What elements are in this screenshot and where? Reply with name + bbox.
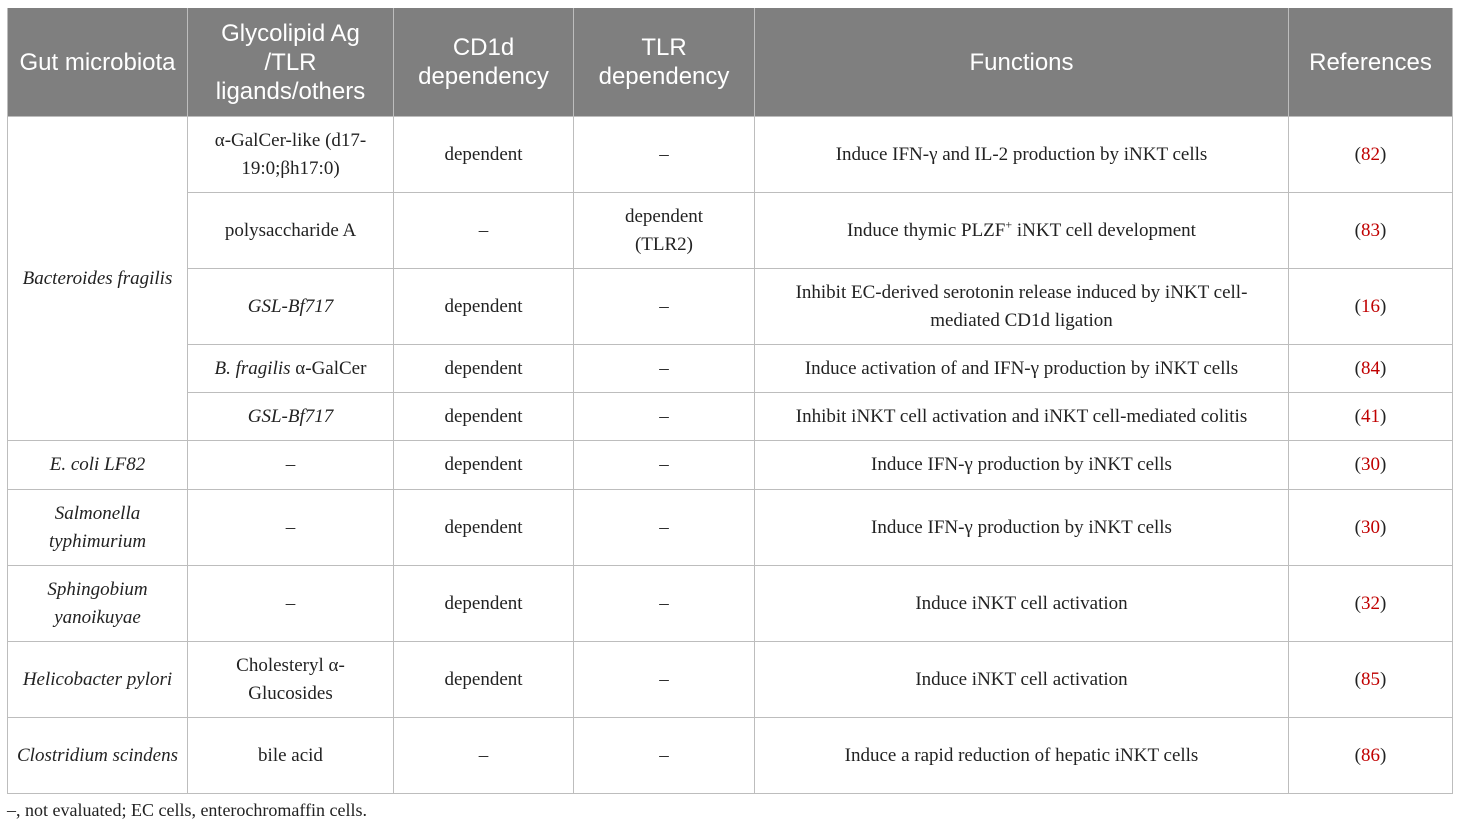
tlr-detail: (TLR2) [634,233,694,255]
function-cell: Induce activation of and IFN-γ production by iNKT cells [755,345,1289,393]
function-text: Induce thymic PLZF [847,219,1006,241]
ag-cell: GSL-Bf717 [188,393,394,441]
reference-cell: (83) [1289,193,1453,269]
table-row [8,490,1453,566]
table-row [8,193,1453,269]
table-row [8,117,1453,193]
tlr-cell [574,193,755,269]
header-tlr-dependency: TLR dependency [574,8,755,117]
reference-link[interactable]: 32 [1361,592,1380,614]
function-superscript: + [1005,217,1013,232]
reference-cell: (86) [1289,718,1453,794]
ag-cell: GSL-Bf717 [188,269,394,345]
reference-cell: (30) [1289,441,1453,490]
function-cell: Induce iNKT cell activation [755,642,1289,718]
ag-cell: Cholesteryl α-Glucosides [188,642,394,718]
reference-cell: (41) [1289,393,1453,441]
cd1d-cell: dependent [394,345,574,393]
microbiota-cell: Bacteroides fragilis [8,117,188,441]
reference-link[interactable]: 30 [1361,516,1380,538]
table-row [8,566,1453,642]
reference-cell: (85) [1289,642,1453,718]
cd1d-cell: – [394,193,574,269]
reference-link[interactable]: 86 [1361,744,1380,766]
function-text: iNKT cell development [1012,219,1196,241]
table-row [8,393,1453,441]
cd1d-cell: dependent [394,566,574,642]
function-cell: Induce IFN-γ production by iNKT cells [755,441,1289,490]
header-row [8,8,1453,117]
tlr-cell: – [574,490,755,566]
microbiota-cell: Sphingobium yanoikuyae [8,566,188,642]
tlr-cell: – [574,441,755,490]
function-cell: Induce iNKT cell activation [755,566,1289,642]
table-footnote: –, not evaluated; EC cells, enterochromaffin cells. [7,800,368,820]
ag-cell: – [188,566,394,642]
function-cell: Inhibit EC-derived serotonin release induced by iNKT cell-mediated CD1d ligation [755,269,1289,345]
cd1d-cell: dependent [394,642,574,718]
ag-name: α-GalCer [290,357,367,379]
header-cd1d-dependency: CD1d dependency [394,8,574,117]
cd1d-cell: dependent [394,441,574,490]
cd1d-cell: – [394,718,574,794]
ag-species: B. fragilis [214,357,291,379]
ag-cell: – [188,490,394,566]
cd1d-cell: dependent [394,117,574,193]
function-cell: Induce a rapid reduction of hepatic iNKT cells [755,718,1289,794]
function-cell [755,193,1289,269]
header-glycolipid-ag: Glycolipid Ag /TLR ligands/others [188,8,394,117]
table-row [8,345,1453,393]
reference-cell: (32) [1289,566,1453,642]
reference-link[interactable]: 30 [1361,454,1380,475]
reference-link[interactable]: 82 [1361,143,1380,165]
reference-cell: (84) [1289,345,1453,393]
ag-cell [188,345,394,393]
reference-link[interactable]: 83 [1361,219,1380,241]
table-row [8,441,1453,490]
reference-link[interactable]: 41 [1361,405,1380,427]
table-row [8,718,1453,794]
tlr-cell: – [574,642,755,718]
cd1d-cell: dependent [394,490,574,566]
function-cell: Induce IFN-γ and IL-2 production by iNKT cells [755,117,1289,193]
reference-link[interactable]: 16 [1361,295,1380,317]
microbiota-cell: E. coli LF82 [8,441,188,490]
tlr-value: dependent [624,205,704,227]
tlr-cell: – [574,566,755,642]
reference-cell: (16) [1289,269,1453,345]
ag-cell: bile acid [188,718,394,794]
table-row [8,642,1453,718]
reference-cell: (30) [1289,490,1453,566]
cd1d-cell: dependent [394,393,574,441]
tlr-cell: – [574,269,755,345]
tlr-cell: – [574,117,755,193]
header-references: References [1289,8,1453,117]
reference-link[interactable]: 85 [1361,668,1380,690]
reference-cell: (82) [1289,117,1453,193]
reference-link[interactable]: 84 [1361,357,1380,379]
ag-cell: – [188,441,394,490]
tlr-cell: – [574,345,755,393]
tlr-cell: – [574,718,755,794]
ag-cell: polysaccharide A [188,193,394,269]
header-gut-microbiota: Gut microbiota [8,8,188,117]
cd1d-cell: dependent [394,269,574,345]
function-cell: Inhibit iNKT cell activation and iNKT cell-mediated colitis [755,393,1289,441]
microbiota-cell: Helicobacter pylori [8,642,188,718]
function-cell: Induce IFN-γ production by iNKT cells [755,490,1289,566]
tlr-cell: – [574,393,755,441]
data-table [7,8,1453,794]
microbiota-cell: Clostridium scindens [8,718,188,794]
header-functions: Functions [755,8,1289,117]
table-row [8,269,1453,345]
microbiota-cell: Salmonella typhimurium [8,490,188,566]
ag-cell: α-GalCer-like (d17-19:0;βh17:0) [188,117,394,193]
